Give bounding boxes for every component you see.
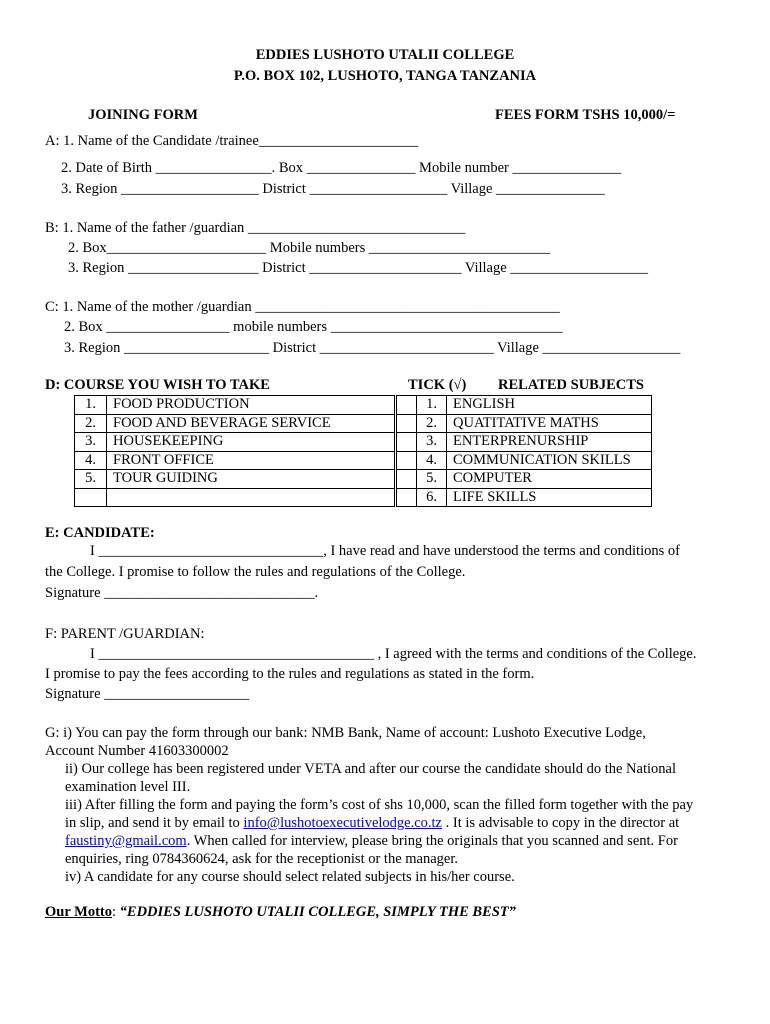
subject-name: QUATITATIVE MATHS bbox=[447, 414, 652, 433]
course-num: 5. bbox=[75, 470, 107, 489]
section-c-line3: 3. Region ____________________ District ________________________ Village ___________________ bbox=[64, 340, 681, 356]
section-f-line2: I promise to pay the fees according to the rules and regulations as stated in the form. bbox=[45, 666, 535, 682]
course-name: FOOD PRODUCTION bbox=[107, 396, 395, 415]
fees-label: FEES FORM TSHS 10,000/= bbox=[495, 107, 676, 123]
course-num: 4. bbox=[75, 451, 107, 470]
motto bbox=[45, 904, 516, 921]
course-num bbox=[75, 488, 107, 507]
section-g-iii-c-post: . When called for interview, please bring the originals that you scanned and sent. For bbox=[186, 833, 678, 849]
section-g-iii-b bbox=[65, 815, 679, 832]
course-row bbox=[75, 470, 395, 489]
section-g-ii-b: examination level III. bbox=[65, 779, 191, 795]
section-g-iii-b-post: . It is advisable to copy in the director at bbox=[442, 815, 680, 831]
subject-name: ENGLISH bbox=[447, 396, 652, 415]
subject-num: 2. bbox=[417, 414, 447, 433]
subject-row bbox=[397, 488, 652, 507]
section-d-heading: D: COURSE YOU WISH TO TAKE bbox=[45, 377, 270, 393]
section-e-line2: the College. I promise to follow the rules and regulations of the College. bbox=[45, 564, 466, 580]
subject-row bbox=[397, 470, 652, 489]
section-b-line2: 2. Box______________________ Mobile numbers _________________________ bbox=[68, 240, 551, 256]
section-f-heading: F: PARENT /GUARDIAN: bbox=[45, 626, 205, 642]
course-row bbox=[75, 396, 395, 415]
section-b-line1: B: 1. Name of the father /guardian ______________________________ bbox=[45, 220, 466, 236]
email-info-link[interactable]: info@lushotoexecutivelodge.co.tz bbox=[243, 815, 442, 831]
subject-row bbox=[397, 414, 652, 433]
course-name: FOOD AND BEVERAGE SERVICE bbox=[107, 414, 395, 433]
course-num: 3. bbox=[75, 433, 107, 452]
section-g-ii-a: ii) Our college has been registered under VETA and after our course the candidate should do the National bbox=[65, 761, 676, 777]
candidate-signature: Signature _____________________________. bbox=[45, 585, 319, 601]
course-row bbox=[75, 433, 395, 452]
section-g-line2: Account Number 41603300002 bbox=[45, 743, 229, 759]
college-name: EDDIES LUSHOTO UTALII COLLEGE bbox=[255, 47, 515, 63]
course-name: FRONT OFFICE bbox=[107, 451, 395, 470]
college-address: P.O. BOX 102, LUSHOTO, TANGA TANZANIA bbox=[233, 68, 537, 84]
course-num: 2. bbox=[75, 414, 107, 433]
section-e-line1: I _______________________________, I have read and have understood the terms and conditions of bbox=[90, 543, 680, 559]
section-g-iii-c bbox=[65, 833, 678, 850]
form-title: JOINING FORM bbox=[88, 107, 198, 123]
motto-label: Our Motto bbox=[45, 904, 112, 920]
section-a-line3: 3. Region ___________________ District ___________________ Village _______________ bbox=[61, 181, 605, 197]
subjects-table bbox=[396, 395, 652, 507]
tick-box[interactable] bbox=[397, 396, 417, 415]
section-g-iii-a: iii) After filling the form and paying the form’s cost of shs 10,000, scan the filled form together with the pay bbox=[65, 797, 694, 813]
course-name: HOUSEKEEPING bbox=[107, 433, 395, 452]
subject-row bbox=[397, 433, 652, 452]
section-a-line1: A: 1. Name of the Candidate /trainee______________________ bbox=[45, 133, 419, 149]
course-name: TOUR GUIDING bbox=[107, 470, 395, 489]
subject-num: 4. bbox=[417, 451, 447, 470]
guardian-signature: Signature ____________________ bbox=[45, 686, 250, 702]
subject-row bbox=[397, 451, 652, 470]
tick-box[interactable] bbox=[397, 488, 417, 507]
section-g-iii-b-pre: in slip, and send it by email to bbox=[65, 815, 244, 831]
course-table bbox=[74, 395, 395, 507]
motto-text: “EDDIES LUSHOTO UTALII COLLEGE, SIMPLY THE BEST” bbox=[119, 904, 516, 920]
section-g-iv: iv) A candidate for any course should select related subjects in his/her course. bbox=[65, 869, 515, 885]
course-row bbox=[75, 414, 395, 433]
subject-num: 3. bbox=[417, 433, 447, 452]
email-director-link[interactable]: faustiny@gmail.com bbox=[65, 833, 187, 849]
tick-box[interactable] bbox=[397, 414, 417, 433]
course-num: 1. bbox=[75, 396, 107, 415]
section-c-line1: C: 1. Name of the mother /guardian __________________________________________ bbox=[45, 299, 560, 315]
section-a-line2: 2. Date of Birth ________________. Box _______________ Mobile number _______________ bbox=[61, 160, 622, 176]
subject-num: 5. bbox=[417, 470, 447, 489]
subject-name: ENTERPRENURSHIP bbox=[447, 433, 652, 452]
subject-num: 6. bbox=[417, 488, 447, 507]
related-subjects-heading: RELATED SUBJECTS bbox=[498, 377, 644, 393]
course-row bbox=[75, 488, 395, 507]
course-name bbox=[107, 488, 395, 507]
section-b-line3: 3. Region __________________ District _____________________ Village ___________________ bbox=[68, 260, 649, 276]
section-g-iii-d: enquiries, ring 0784360624, ask for the receptionist or the manager. bbox=[65, 851, 459, 867]
subject-num: 1. bbox=[417, 396, 447, 415]
tick-box[interactable] bbox=[397, 451, 417, 470]
subject-name: COMMUNICATION SKILLS bbox=[447, 451, 652, 470]
motto-sep: : bbox=[112, 904, 120, 920]
section-g-line1: G: i) You can pay the form through our bank: NMB Bank, Name of account: Lushoto Executive Lodge, bbox=[45, 725, 646, 741]
section-e-heading: E: CANDIDATE: bbox=[45, 525, 155, 541]
tick-box[interactable] bbox=[397, 433, 417, 452]
subject-name: COMPUTER bbox=[447, 470, 652, 489]
section-f-line1: I ______________________________________ , I agreed with the terms and conditions of the College. bbox=[90, 646, 697, 662]
course-row bbox=[75, 451, 395, 470]
subject-row bbox=[397, 396, 652, 415]
section-c-line2: 2. Box _________________ mobile numbers ________________________________ bbox=[64, 319, 563, 335]
tick-heading: TICK (√) bbox=[408, 377, 467, 393]
tick-box[interactable] bbox=[397, 470, 417, 489]
subject-name: LIFE SKILLS bbox=[447, 488, 652, 507]
